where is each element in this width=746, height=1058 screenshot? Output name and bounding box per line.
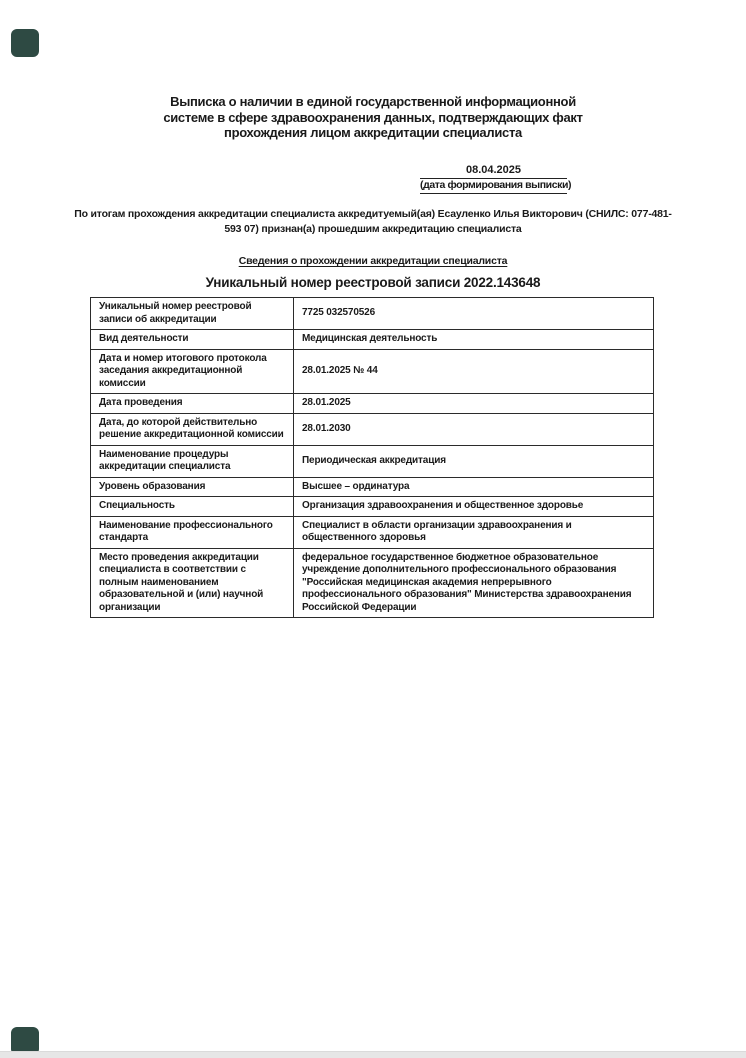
corner-marker-top-left (11, 29, 39, 57)
extract-date-block (420, 164, 572, 194)
table-row (91, 477, 654, 497)
document-title-line: системе в сфере здравоохранения данных, подтверждающих факт (163, 109, 583, 125)
section-heading: Сведения о прохождении аккредитации специалиста (238, 255, 508, 267)
row-label-cell: Вид деятельности (91, 330, 294, 350)
table-row (91, 516, 654, 548)
table-row (91, 548, 654, 618)
row-value-cell: федеральное государственное бюджетное образовательное учреждение дополнительного профессионального образования "Российская медицинская академия непрерывного профессионального образования" Министерства здравоохранения Российской Федерации (294, 548, 654, 618)
document-title (0, 94, 746, 141)
extract-date-caption: (дата формирования выписки) (420, 179, 567, 194)
row-value-cell: Высшее – ординатура (294, 477, 654, 497)
row-label-cell: Дата и номер итогового протокола заседания аккредитационной комиссии (91, 349, 294, 394)
table-row (91, 330, 654, 350)
row-label-cell: Дата, до которой действительно решение аккредитационной комиссии (91, 413, 294, 445)
document-title-line: прохождения лицом аккредитации специалиста (224, 125, 522, 140)
row-label-cell: Уровень образования (91, 477, 294, 497)
table-row (91, 497, 654, 517)
table-row (91, 413, 654, 445)
row-label-cell: Наименование профессионального стандарта (91, 516, 294, 548)
table-row (91, 298, 654, 330)
accreditation-table-body (91, 298, 654, 618)
table-row (91, 349, 654, 394)
row-label-cell: Специальность (91, 497, 294, 517)
bottom-bar (0, 1051, 746, 1058)
row-value-cell: 28.01.2025 (294, 394, 654, 414)
row-value-cell: 28.01.2025 № 44 (294, 349, 654, 394)
row-value-cell: Медицинская деятельность (294, 330, 654, 350)
row-label-cell: Место проведения аккредитации специалиста в соответствии с полным наименованием образовательной и (или) научной организации (91, 548, 294, 618)
intro-paragraph-line: 593 07) признан(а) прошедшим аккредитацию специалиста (224, 223, 522, 235)
row-label-cell: Наименование процедуры аккредитации специалиста (91, 445, 294, 477)
row-value-cell: Специалист в области организации здравоохранения и общественного здоровья (294, 516, 654, 548)
row-value-cell: 28.01.2030 (294, 413, 654, 445)
intro-paragraph-line: По итогам прохождения аккредитации специалиста аккредитуемый(ая) Есауленко Илья Викторович (СНИЛС: 077-481- (74, 208, 672, 220)
table-row (91, 445, 654, 477)
intro-paragraph (0, 207, 746, 237)
row-value-cell: 7725 032570526 (294, 298, 654, 330)
table-row (91, 394, 654, 414)
row-value-cell: Периодическая аккредитация (294, 445, 654, 477)
registry-number-heading: Уникальный номер реестровой записи 2022.143648 (205, 275, 541, 290)
row-label-cell: Дата проведения (91, 394, 294, 414)
document-title-line: Выписка о наличии в единой государственной информационной (170, 94, 576, 109)
accreditation-table (90, 297, 654, 618)
row-value-cell: Организация здравоохранения и общественное здоровье (294, 497, 654, 517)
row-label-cell: Уникальный номер реестровой записи об аккредитации (91, 298, 294, 330)
extract-date-value: 08.04.2025 (420, 164, 567, 179)
